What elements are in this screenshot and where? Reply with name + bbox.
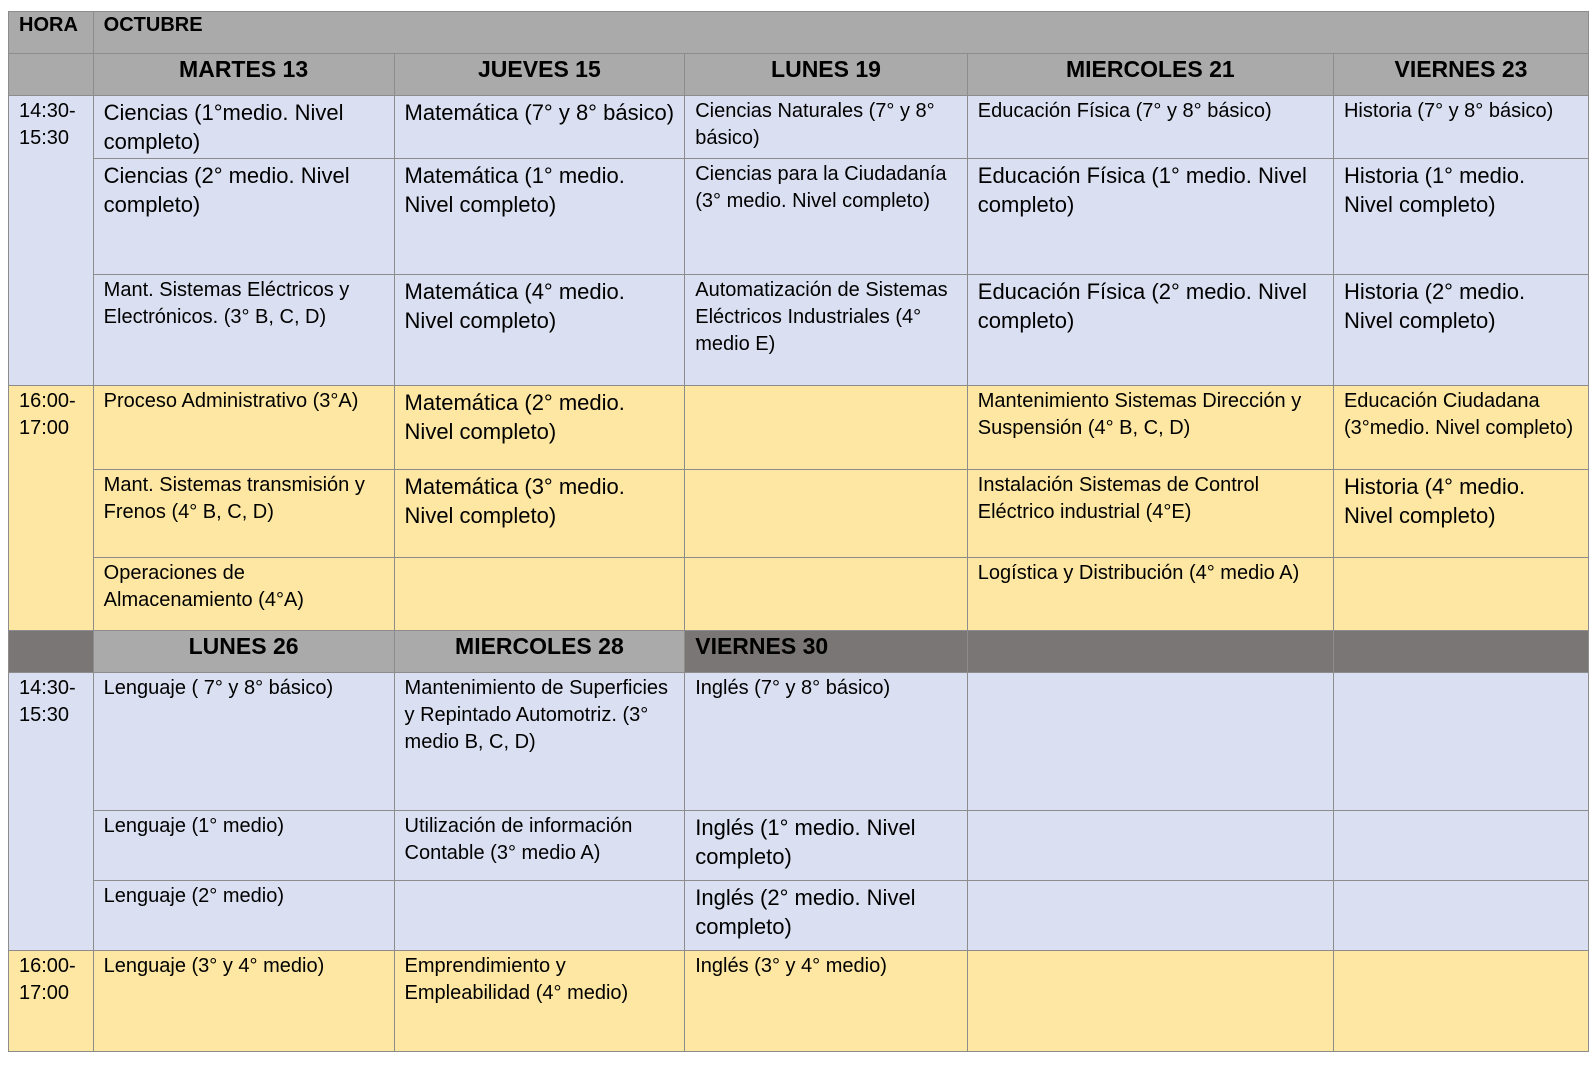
subject-cell: Automatización de Sistemas Eléctricos Industriales (4° medio E) <box>685 275 968 386</box>
subject-cell <box>394 558 685 631</box>
subject-cell: Lenguaje (3° y 4° medio) <box>93 951 394 1052</box>
day-header: LUNES 26 <box>93 631 394 673</box>
time-slot-label: 14:30- 15:30 <box>9 673 94 951</box>
schedule-row <box>9 881 1589 951</box>
subject-cell: Matemática (7° y 8° básico) <box>394 96 685 159</box>
schedule-row <box>9 275 1589 386</box>
subject-cell: Educación Física (1° medio. Nivel completo) <box>967 159 1333 275</box>
week1-day-row <box>9 54 1589 96</box>
subject-cell <box>1333 811 1588 881</box>
day-header-empty <box>9 631 94 673</box>
subject-cell: Matemática (4° medio. Nivel completo) <box>394 275 685 386</box>
subject-cell: Historia (2° medio. Nivel completo) <box>1333 275 1588 386</box>
subject-cell <box>1333 558 1588 631</box>
subject-cell <box>967 673 1333 811</box>
subject-cell: Lenguaje (2° medio) <box>93 881 394 951</box>
subject-cell <box>967 951 1333 1052</box>
subject-cell: Ciencias para la Ciudadanía (3° medio. Nivel completo) <box>685 159 968 275</box>
subject-cell: Ciencias (1°medio. Nivel completo) <box>93 96 394 159</box>
subject-cell: Historia (1° medio. Nivel completo) <box>1333 159 1588 275</box>
subject-cell: Mant. Sistemas transmisión y Frenos (4° B, C, D) <box>93 470 394 558</box>
subject-cell <box>685 470 968 558</box>
subject-cell <box>1333 951 1588 1052</box>
subject-cell <box>685 558 968 631</box>
subject-cell: Emprendimiento y Empleabilidad (4° medio) <box>394 951 685 1052</box>
subject-cell: Historia (4° medio. Nivel completo) <box>1333 470 1588 558</box>
time-slot-label: 16:00- 17:00 <box>9 951 94 1052</box>
subject-cell: Operaciones de Almacenamiento (4°A) <box>93 558 394 631</box>
schedule-row <box>9 558 1589 631</box>
schedule-row <box>9 951 1589 1052</box>
subject-cell <box>1333 673 1588 811</box>
subject-cell: Inglés (2° medio. Nivel completo) <box>685 881 968 951</box>
hora-header: HORA <box>9 12 94 54</box>
subject-cell <box>394 881 685 951</box>
schedule-row <box>9 470 1589 558</box>
subject-cell: Mant. Sistemas Eléctricos y Electrónicos. (3° B, C, D) <box>93 275 394 386</box>
subject-cell <box>967 881 1333 951</box>
subject-cell: Mantenimiento Sistemas Dirección y Suspensión (4° B, C, D) <box>967 386 1333 470</box>
schedule-table <box>8 11 1589 1052</box>
day-header <box>1333 631 1588 673</box>
subject-cell: Inglés (3° y 4° medio) <box>685 951 968 1052</box>
subject-cell: Lenguaje ( 7° y 8° básico) <box>93 673 394 811</box>
day-header: MIERCOLES 28 <box>394 631 685 673</box>
month-header: OCTUBRE <box>93 12 1588 54</box>
time-slot-label: 16:00- 17:00 <box>9 386 94 631</box>
subject-cell: Educación Física (7° y 8° básico) <box>967 96 1333 159</box>
subject-cell: Instalación Sistemas de Control Eléctrico industrial (4°E) <box>967 470 1333 558</box>
subject-cell <box>1333 881 1588 951</box>
day-header: LUNES 19 <box>685 54 968 96</box>
subject-cell <box>685 386 968 470</box>
subject-cell: Inglés (7° y 8° básico) <box>685 673 968 811</box>
subject-cell: Utilización de información Contable (3° medio A) <box>394 811 685 881</box>
title-row <box>9 12 1589 54</box>
day-header-empty <box>9 54 94 96</box>
schedule-row <box>9 159 1589 275</box>
subject-cell: Matemática (2° medio. Nivel completo) <box>394 386 685 470</box>
subject-cell: Educación Física (2° medio. Nivel completo) <box>967 275 1333 386</box>
subject-cell: Historia (7° y 8° básico) <box>1333 96 1588 159</box>
day-header: MARTES 13 <box>93 54 394 96</box>
time-slot-label: 14:30- 15:30 <box>9 96 94 386</box>
schedule-row <box>9 386 1589 470</box>
schedule-row <box>9 811 1589 881</box>
subject-cell: Matemática (1° medio. Nivel completo) <box>394 159 685 275</box>
subject-cell: Matemática (3° medio. Nivel completo) <box>394 470 685 558</box>
subject-cell: Logística y Distribución (4° medio A) <box>967 558 1333 631</box>
subject-cell: Mantenimiento de Superficies y Repintado Automotriz. (3° medio B, C, D) <box>394 673 685 811</box>
day-header: VIERNES 30 <box>685 631 968 673</box>
day-header <box>967 631 1333 673</box>
day-header: MIERCOLES 21 <box>967 54 1333 96</box>
week2-day-row <box>9 631 1589 673</box>
subject-cell: Proceso Administrativo (3°A) <box>93 386 394 470</box>
subject-cell: Ciencias Naturales (7° y 8° básico) <box>685 96 968 159</box>
subject-cell: Lenguaje (1° medio) <box>93 811 394 881</box>
subject-cell: Inglés (1° medio. Nivel completo) <box>685 811 968 881</box>
subject-cell: Ciencias (2° medio. Nivel completo) <box>93 159 394 275</box>
schedule-row <box>9 96 1589 159</box>
day-header: JUEVES 15 <box>394 54 685 96</box>
day-header: VIERNES 23 <box>1333 54 1588 96</box>
subject-cell: Educación Ciudadana (3°medio. Nivel completo) <box>1333 386 1588 470</box>
schedule-row <box>9 673 1589 811</box>
subject-cell <box>967 811 1333 881</box>
